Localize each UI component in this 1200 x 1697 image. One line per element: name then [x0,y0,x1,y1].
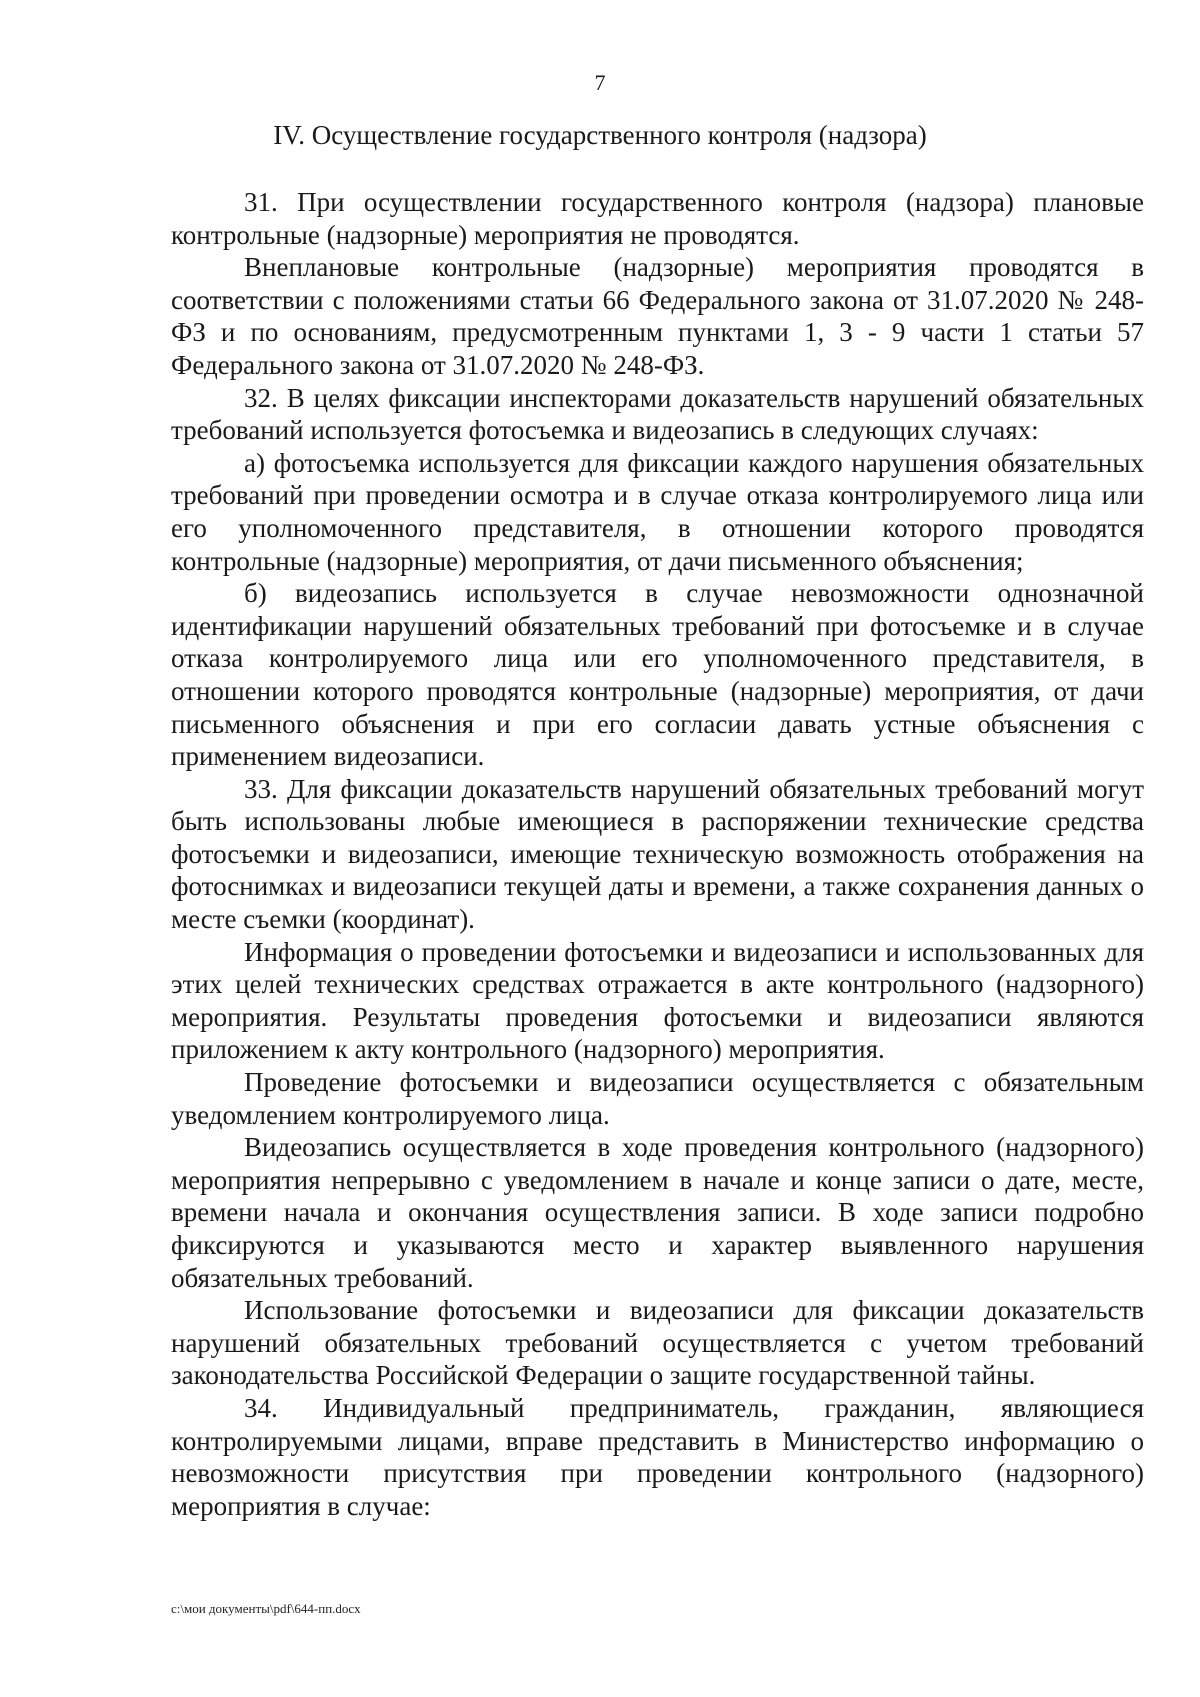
paragraph-video-recording: Видеозапись осуществляется в ходе проведения контрольного (надзорного) мероприятия непрерывно с уведомлением в начале и конце записи о дате, месте, времени начала и окончания осуществления записи. В ходе записи подробно фиксируются и указываются место и характер выявленного нарушения обязательных требований. [171,1132,1144,1293]
paragraph-34: 34. Индивидуальный предприниматель, гражданин, являющиеся контролируемыми лицами, вправе представить в Министерство информацию о невозможности присутствия при проведении контрольного (надзорного) мероприятия в случае: [171,1392,1144,1521]
paragraph-32-b: б) видеозапись используется в случае невозможности однозначной идентификации нарушений обязательных требований при фотосъемке и в случае отказа контролируемого лица или его уполномоченного представителя, в отношении которого проводятся контрольные (надзорные) мероприятия, от дачи письменного объяснения и при его согласии давать устные объяснения с применением видеозаписи. [171,578,1144,772]
paragraph-state-secret: Использование фотосъемки и видеозаписи для фиксации доказательств нарушений обязательных требований осуществляется с учетом требований законодательства Российской Федерации о защите государственной тайны. [171,1295,1144,1391]
paragraph-unscheduled-inspections: Внеплановые контрольные (надзорные) мероприятия проводятся в соответствии с положениями статьи 66 Федерального закона от 31.07.2020 № 248-ФЗ и по основаниям, предусмотренным пунктами 1, 3 - 9 части 1 статьи 57 Федерального закона от 31.07.2020 № 248-ФЗ. [171,252,1144,380]
paragraph-31: 31. При осуществлении государственного контроля (надзора) плановые контрольные (надзорные) мероприятия не проводятся. [171,187,1144,250]
paragraph-recording-info: Информация о проведении фотосъемки и видеозаписи и использованных для этих целей технических средствах отражается в акте контрольного (надзорного) мероприятия. Результаты проведения фотосъемки и видеозаписи являются приложением к акту контрольного (надзорного) мероприятия. [171,936,1144,1065]
paragraph-notification: Проведение фотосъемки и видеозаписи осуществляется с обязательным уведомлением контролируемого лица. [171,1067,1144,1130]
section-heading: IV. Осуществление государственного контроля (надзора) [273,120,927,150]
paragraph-33: 33. Для фиксации доказательств нарушений обязательных требований могут быть использованы любые имеющиеся в распоряжении технические средства фотосъемки и видеозаписи, имеющие техническую возможность отображения на фотоснимках и видеозаписи текущей даты и времени, а также сохранения данных о месте съемки (координат). [171,773,1144,935]
paragraph-32: 32. В целях фиксации инспекторами доказательств нарушений обязательных требований используется фотосъемка и видеозапись в следующих случаях: [171,382,1144,446]
paragraph-32-a: а) фотосъемка используется для фиксации каждого нарушения обязательных требований при проведении осмотра и в случае отказа контролируемого лица или его уполномоченного представителя, в отношении которого проводятся контрольные (надзорные) мероприятия, от дачи письменного объяснения; [171,447,1144,576]
footer-file-path: c:\мои документы\pdf\644-пп.docx [171,1601,361,1616]
page-number: 7 [594,70,606,95]
document-body [171,186,1144,1522]
